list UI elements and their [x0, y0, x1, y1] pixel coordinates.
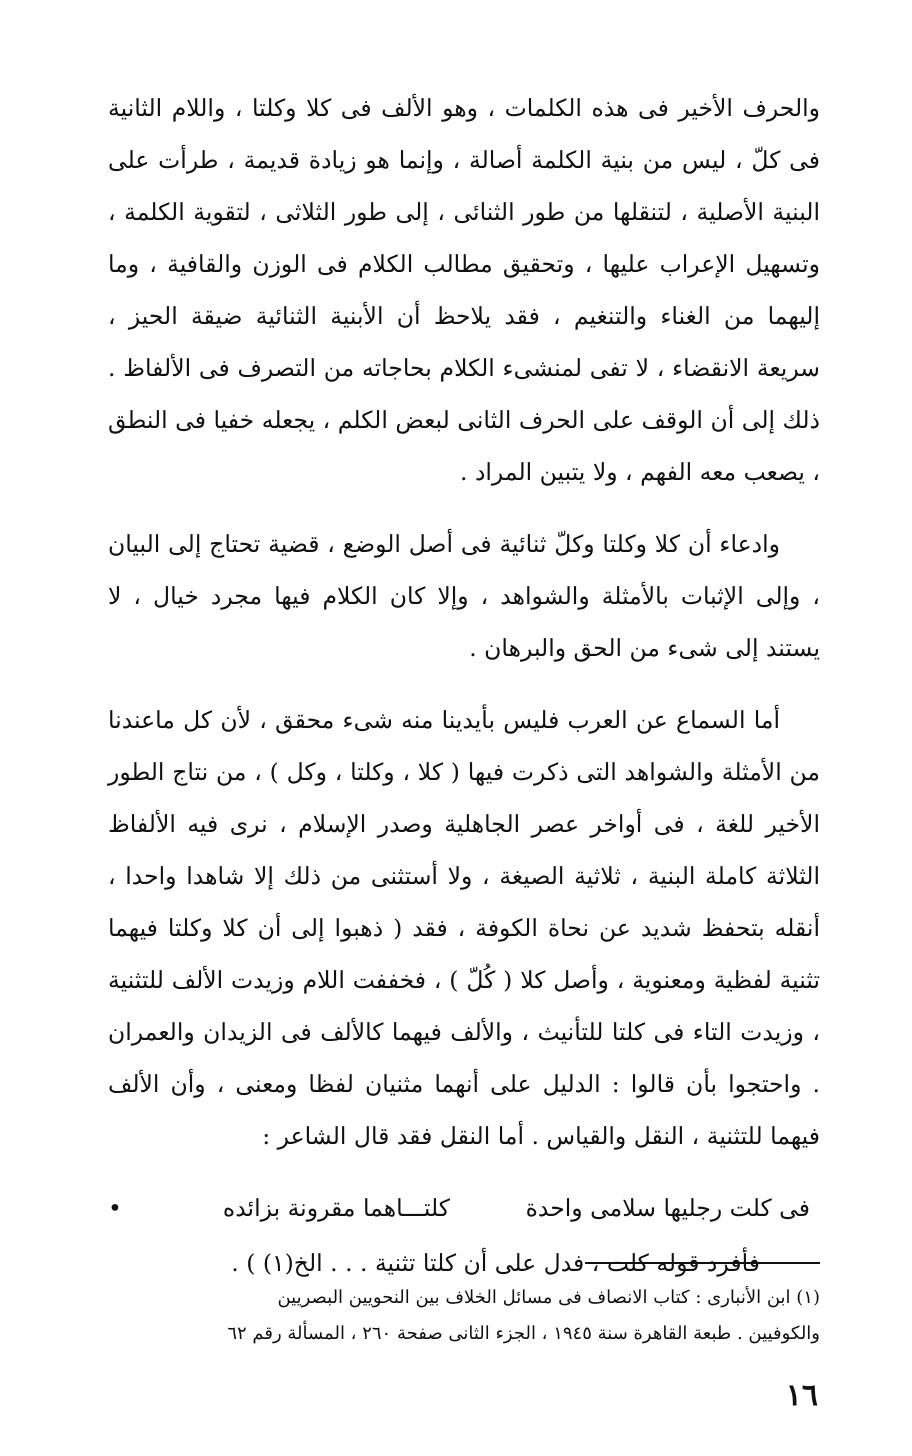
verse-hemistich-1: فى كلت رجليها سلامى واحدة [525, 1194, 810, 1222]
page-number: ١٦ [785, 1378, 818, 1413]
footnote-line-1: (١) ابن الأنبارى : كتاب الانصاف فى مسائل الخلاف بين النحويين البصريين [277, 1287, 820, 1308]
verse-marker: • [108, 1194, 122, 1222]
footnote-line-2: والكوفيين . طبعة القاهرة سنة ١٩٤٥ ، الجزء الثانى صفحة ٢٦٠ ، المسألة رقم ٦٢ [227, 1323, 820, 1344]
paragraph-2: وادعاء أن كلا وكلتا وكلّ ثنائية فى أصل الوضع ، قضية تحتاج إلى البيان ، وإلى الإثبات بالأمثلة والشواهد ، وإلا كان الكلام فيها مجرد خيال ، لا يستند إلى شىء من الحق والبرهان . [108, 530, 820, 662]
paragraph-3: أما السماع عن العرب فليس بأيدينا منه شىء محقق ، لأن كل ماعندنا من الأمثلة والشواهد التى ذكرت فيها ( كلا ، وكلتا ، وكل ) ، من نتاج الطور الأخير للغة ، فى أواخر عصر الجاهلية وصدر الإسلام ، نرى فيه الألفاظ الثلاثة كاملة البنية ، ثلاثية الصيغة ، ولا أستثنى من ذلك إلا شاهدا واحدا ، أنقله بتحفظ شديد عن نحاة الكوفة ، فقد ( ذهبوا إلى أن كلا وكلتا فيهما تثنية لفظية ومعنوية ، وأصل كلا ( كُلّ ) ، فخففت اللام وزيدت الألف للتثنية ، وزيدت التاء فى كلتا للتأنيث ، والألف فيهما كالألف فى الزيدان والعمران . واحتجوا بأن قالوا : الدليل على أنهما مثنيان لفظا ومعنى ، وأن الألف فيهما للتثنية ، النقل والقياس . أما النقل فقد قال الشاعر : [108, 706, 820, 1150]
paragraph-1: والحرف الأخير فى هذه الكلمات ، وهو الألف فى كلا وكلتا ، واللام الثانية فى كلّ ، ليس من بنية الكلمة أصالة ، وإنما هو زيادة قديمة ، طرأت على البنية الأصلية ، لتنقلها من طور الثنائى ، إلى طور الثلاثى ، لتقوية الكلمة ، وتسهيل الإعراب عليها ، وتحقيق مطالب الكلام فى الوزن والقافية ، وما إليهما من الغناء والتنغيم ، فقد يلاحظ أن الأبنية الثنائية ضيقة الحيز ، سريعة الانقضاء ، لا تفى لمنشىء الكلام بحاجاته من التصرف فى الألفاظ . ذلك إلى أن الوقف على الحرف الثانى لبعض الكلم ، يجعله خفيا فى النطق ، يصعب معه الفهم ، ولا يتبين المراد . [108, 94, 820, 486]
footnote-separator [585, 1262, 820, 1264]
footnotes [108, 1280, 820, 1352]
after-verse-line: فأفرد قوله كلت ، فدل على أن كلتا تثنية . . . الخ(١) ) . [231, 1249, 760, 1277]
verse-hemistich-2: كلتـــاهما مقرونة بزائده [222, 1194, 450, 1222]
poetry-verse [108, 1180, 820, 1236]
